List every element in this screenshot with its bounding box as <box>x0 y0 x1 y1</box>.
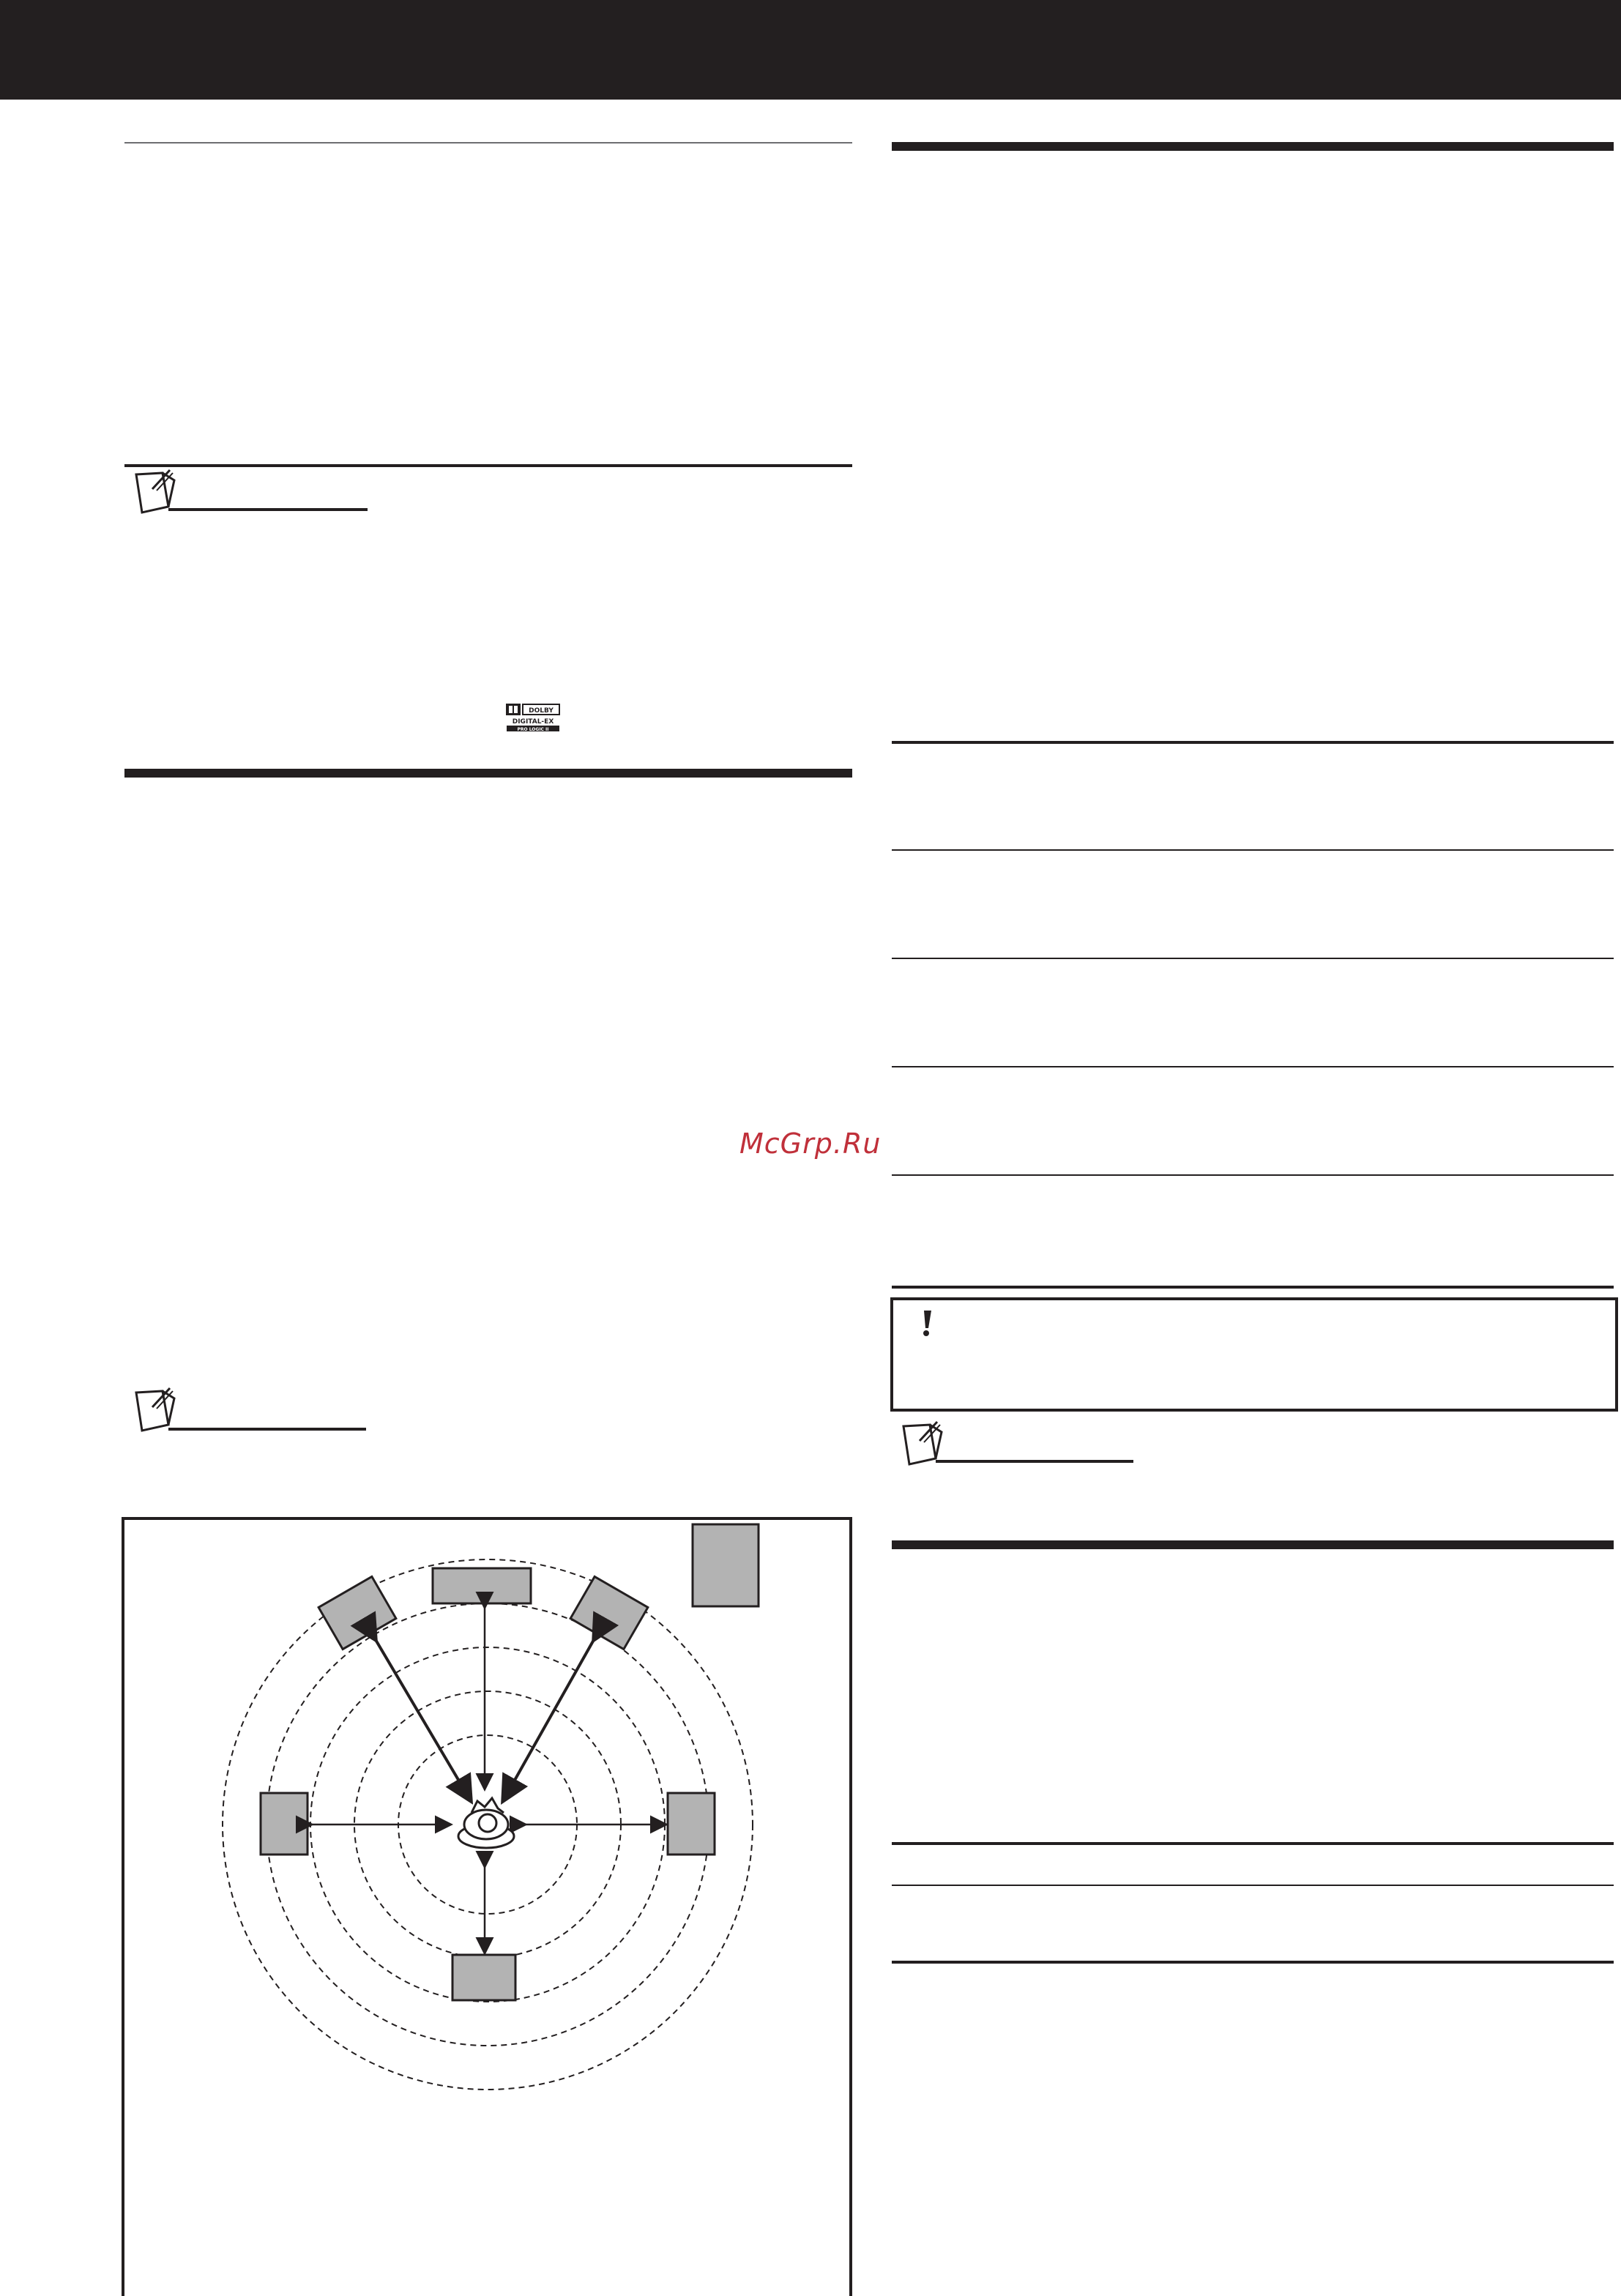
surround-back-speaker <box>452 1955 515 2000</box>
dolby-digital-ex-logo <box>505 703 561 732</box>
section-rule-thick-right-2 <box>892 1540 1614 1549</box>
center-speaker <box>433 1568 531 1603</box>
note-underline-3 <box>936 1460 1133 1463</box>
section-rule-thick-right-1 <box>892 142 1614 151</box>
table-rule-3 <box>892 958 1614 959</box>
svg-text:DIGITAL-EX: DIGITAL-EX <box>512 718 554 726</box>
table-rule-2 <box>892 849 1614 851</box>
table-rule-5 <box>892 1174 1614 1176</box>
distance-arrows <box>310 1606 665 1952</box>
exclamation-icon <box>918 1309 936 1338</box>
table-rule-4 <box>892 1066 1614 1067</box>
svg-text:PRO LOGIC II: PRO LOGIC II <box>517 727 549 732</box>
table2-rule-3 <box>892 1961 1614 1964</box>
subwoofer-speaker <box>693 1524 759 1606</box>
svg-text:DOLBY: DOLBY <box>529 707 554 715</box>
note-underline-1 <box>168 508 368 511</box>
table-rule-1 <box>892 741 1614 744</box>
section-rule-top-left <box>124 142 852 144</box>
caution-box <box>890 1297 1618 1412</box>
section-rule-thick-left <box>124 769 852 778</box>
note-underline-2 <box>168 1428 366 1431</box>
header-bar <box>0 0 1621 100</box>
speaker-placement-diagram <box>122 1517 852 2296</box>
surround-left-speaker <box>261 1793 308 1855</box>
watermark-text: McGrp.Ru <box>739 1128 882 1160</box>
listener-icon <box>458 1798 514 1848</box>
surround-right-speaker <box>668 1793 715 1855</box>
front-right-speaker <box>570 1576 648 1649</box>
table2-rule-1 <box>892 1842 1614 1845</box>
front-left-speaker <box>318 1576 396 1649</box>
table-rule-6 <box>892 1286 1614 1289</box>
note-rule-1 <box>124 464 852 467</box>
table2-rule-2 <box>892 1885 1614 1886</box>
